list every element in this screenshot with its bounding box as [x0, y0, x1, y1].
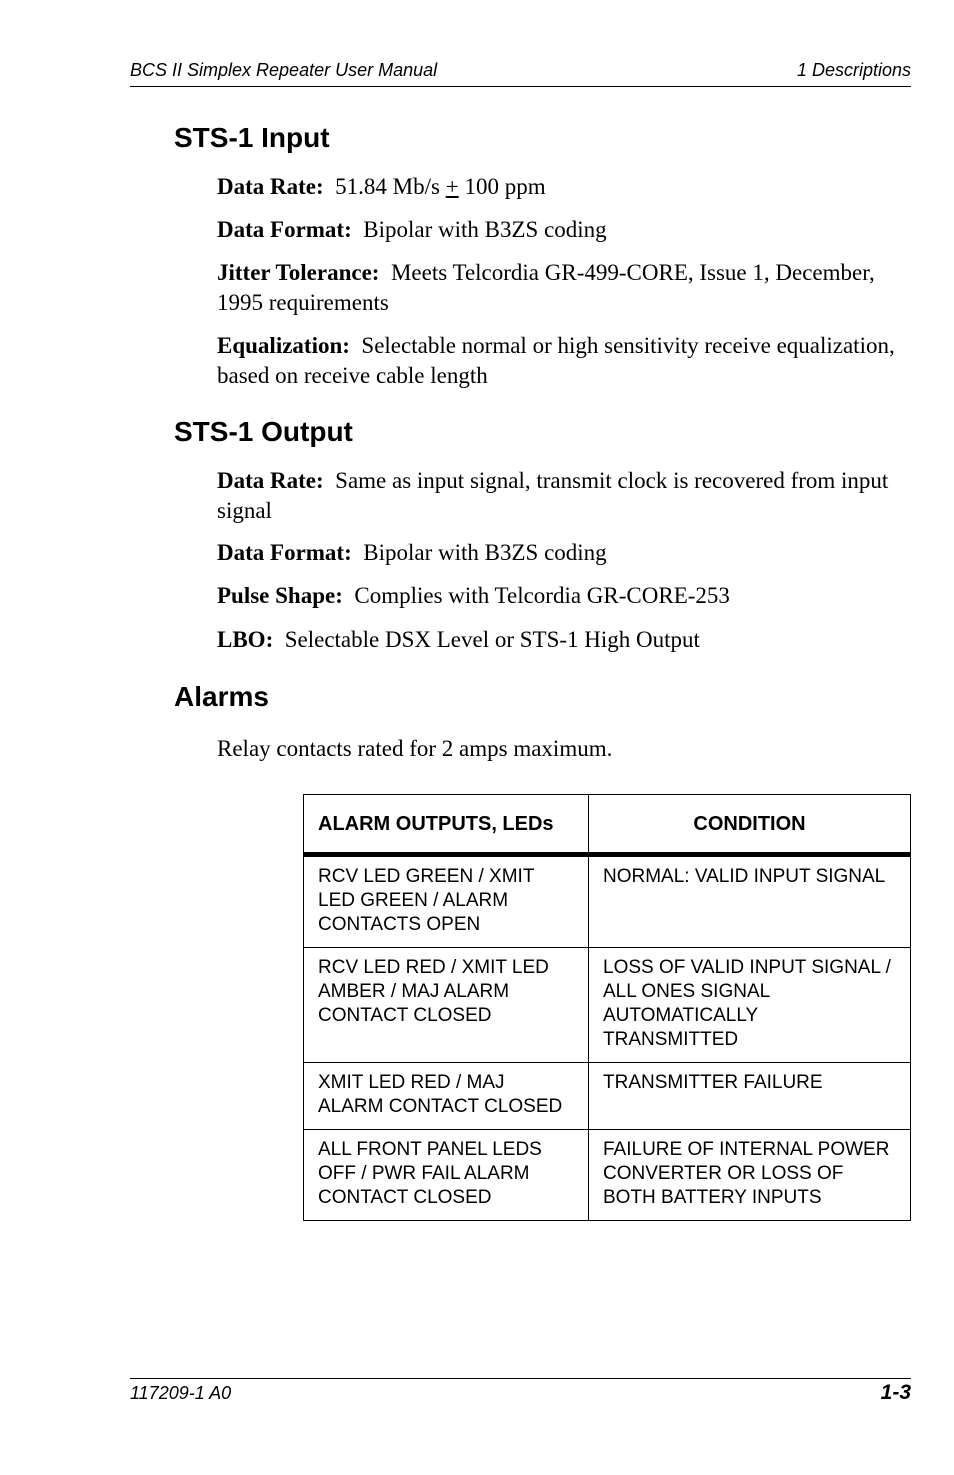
- footer-document-number: 117209-1 A0: [130, 1383, 232, 1403]
- section-title-alarms: Alarms: [174, 681, 269, 712]
- spec-value: Selectable DSX Level or STS-1 High Output: [284, 627, 700, 652]
- plus-minus-symbol: +: [445, 174, 459, 199]
- page-header: [130, 58, 911, 87]
- spec-label: Pulse Shape:: [217, 583, 343, 608]
- spec-label: Jitter Tolerance:: [217, 260, 380, 285]
- spec-output-lbo: [217, 625, 911, 655]
- condition-cell: NORMAL: VALID INPUT SIGNAL: [589, 855, 911, 948]
- condition-cell: LOSS OF VALID INPUT SIGNAL / ALL ONES SIGNAL AUTOMATICALLY TRANSMITTED: [589, 948, 911, 1063]
- alarm-output-cell: RCV LED RED / XMIT LED AMBER / MAJ ALARM CONTACT CLOSED: [304, 948, 589, 1063]
- column-header-alarm-outputs: ALARM OUTPUTS, LEDs: [304, 795, 589, 855]
- alarm-output-cell: ALL FRONT PANEL LEDS OFF / PWR FAIL ALARM CONTACT CLOSED: [304, 1130, 589, 1221]
- header-manual-title: BCS II Simplex Repeater User Manual: [130, 60, 438, 80]
- alarm-output-cell: RCV LED GREEN / XMIT LED GREEN / ALARM CONTACTS OPEN: [304, 855, 589, 948]
- spec-label: Equalization:: [217, 333, 350, 358]
- spec-label: Data Format:: [217, 217, 352, 242]
- spec-value: 51.84 Mb/s + 100 ppm: [335, 174, 546, 199]
- spec-value: Complies with Telcordia GR-CORE-253: [354, 583, 730, 608]
- spec-label: Data Rate:: [217, 468, 324, 493]
- section-title-sts1-input: STS-1 Input: [174, 122, 330, 153]
- spec-input-jitter-tolerance: [217, 258, 911, 318]
- spec-value: Selectable normal or high sensitivity receive equalization, based on receive cable length: [217, 333, 895, 388]
- table-header-row: [304, 795, 911, 855]
- spec-value: Bipolar with B3ZS coding: [363, 540, 607, 565]
- spec-label: Data Format:: [217, 540, 352, 565]
- spec-value: Bipolar with B3ZS coding: [363, 217, 607, 242]
- page-footer: [130, 1378, 911, 1409]
- condition-cell: FAILURE OF INTERNAL POWER CONVERTER OR LOSS OF BOTH BATTERY INPUTS: [589, 1130, 911, 1221]
- spec-input-data-format: [217, 215, 911, 245]
- page-number: 1-3: [880, 1381, 911, 1404]
- spec-value: Meets Telcordia GR-499-CORE, Issue 1, December, 1995 requirements: [217, 260, 875, 315]
- spec-output-pulse-shape: [217, 581, 911, 611]
- alarm-output-cell: XMIT LED RED / MAJ ALARM CONTACT CLOSED: [304, 1063, 589, 1130]
- spec-input-data-rate: [217, 172, 911, 202]
- condition-cell: TRANSMITTER FAILURE: [589, 1063, 911, 1130]
- header-chapter: 1 Descriptions: [796, 60, 911, 80]
- spec-label: LBO:: [217, 627, 274, 652]
- alarms-intro: Relay contacts rated for 2 amps maximum.: [217, 736, 613, 761]
- alarm-table: [303, 794, 911, 1221]
- table-row: [304, 948, 911, 1063]
- table-row: [304, 1063, 911, 1130]
- spec-value: Same as input signal, transmit clock is recovered from input signal: [217, 468, 889, 523]
- table-row: [304, 855, 911, 948]
- section-title-sts1-output: STS-1 Output: [174, 416, 353, 447]
- spec-label: Data Rate:: [217, 174, 324, 199]
- column-header-condition: CONDITION: [589, 795, 911, 855]
- spec-output-data-format: [217, 538, 911, 568]
- spec-input-equalization: [217, 331, 911, 391]
- spec-output-data-rate: [217, 466, 911, 526]
- table-row: [304, 1130, 911, 1221]
